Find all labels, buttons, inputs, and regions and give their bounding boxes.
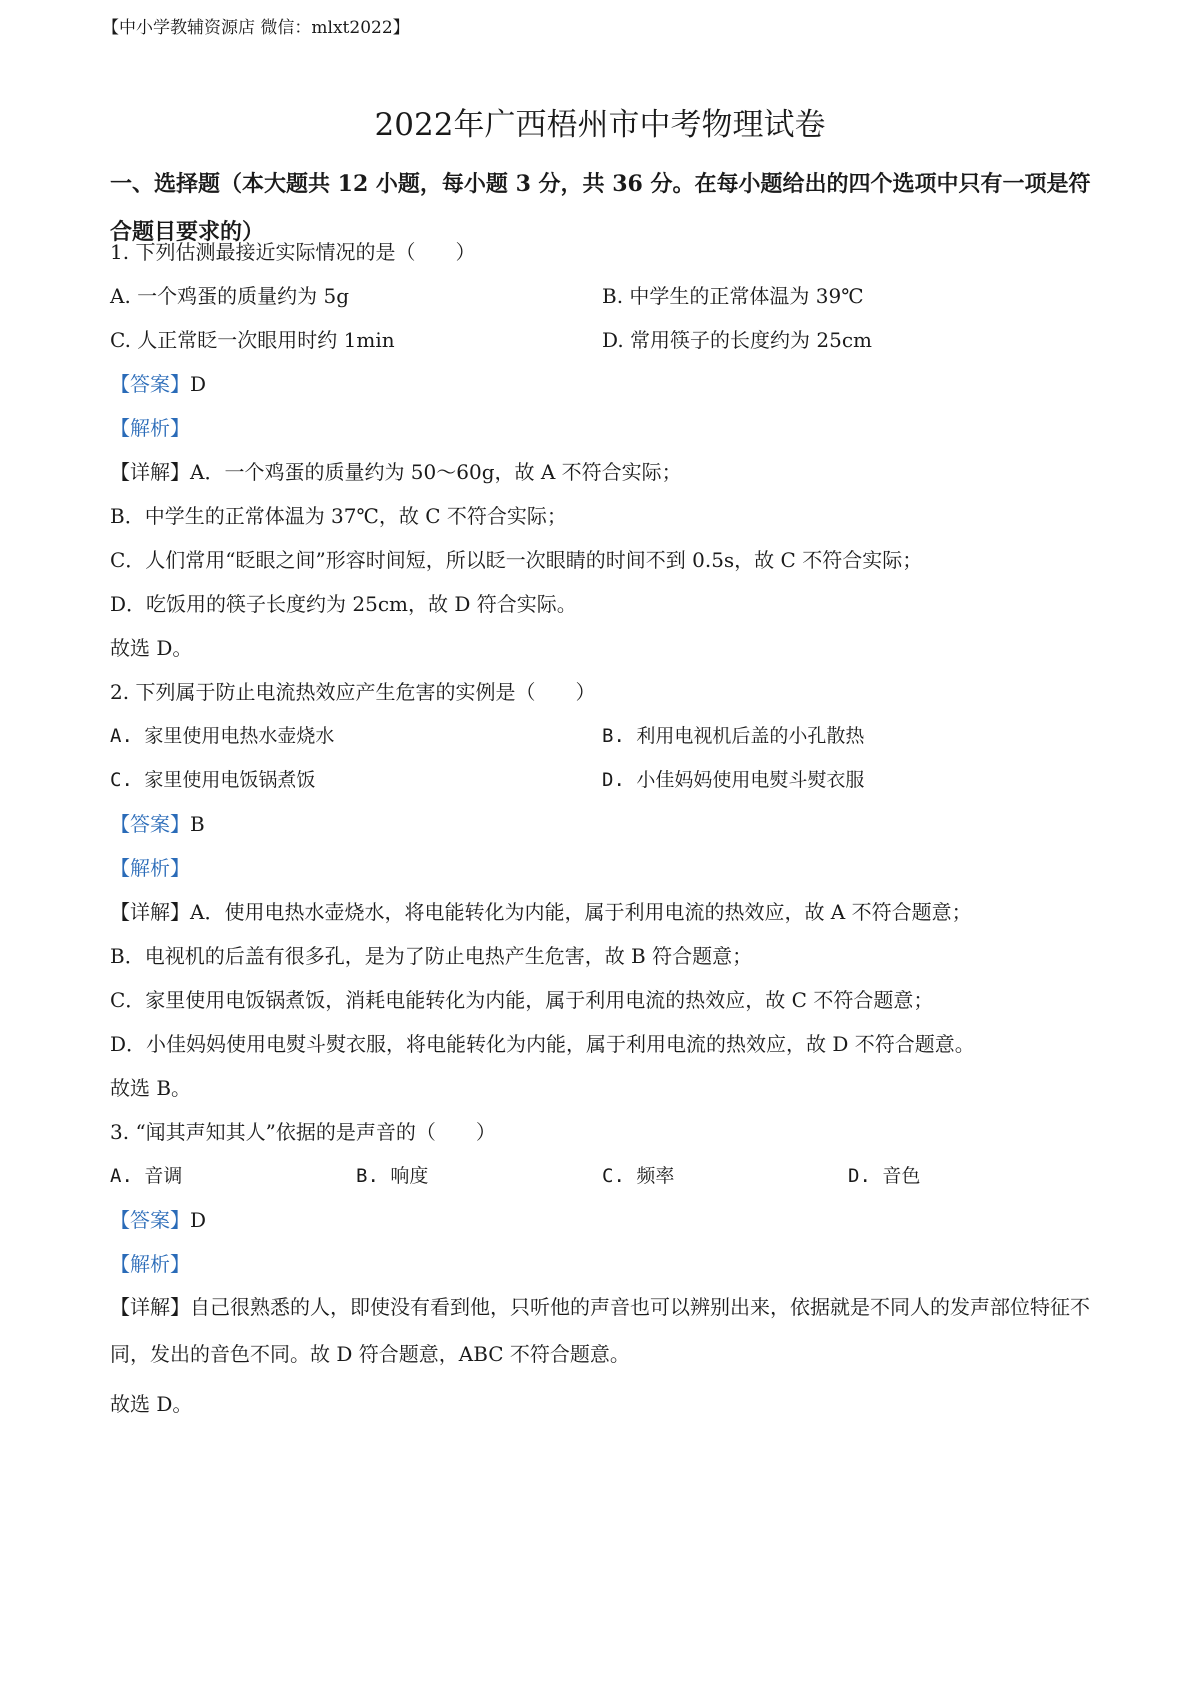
q3-detail: 【详解】自己很熟悉的人，即使没有看到他，只听他的声音也可以辨别出来，依据就是不同人的发声部位特征不同，发出的音色不同。故 D 符合题意，ABC 不符合题意。 bbox=[110, 1295, 1090, 1366]
analysis-tag: 【解析】 bbox=[110, 1252, 190, 1276]
q1-answer-value: D bbox=[190, 372, 207, 396]
q2-answer bbox=[110, 810, 205, 838]
q3-option-a: A. 音调 bbox=[110, 1165, 183, 1187]
question-2-stem: 2. 下列属于防止电流热效应产生危害的实例是（ ） bbox=[110, 680, 596, 704]
question-1-stem: 1. 下列估测最接近实际情况的是（ ） bbox=[110, 240, 476, 264]
q2-analysis bbox=[110, 854, 190, 882]
analysis-tag: 【解析】 bbox=[110, 856, 190, 880]
q3-answer bbox=[110, 1206, 206, 1234]
q2-detail-line-3: C．家里使用电饭锅煮饭，消耗电能转化为内能，属于利用电流的热效应，故 C 不符合题意； bbox=[110, 988, 934, 1012]
analysis-tag: 【解析】 bbox=[110, 416, 190, 440]
q3-option-d: D. 音色 bbox=[848, 1165, 921, 1187]
q3-option-b: B. 响度 bbox=[356, 1165, 429, 1187]
detail-tag: 【详解】 bbox=[110, 460, 190, 484]
q2-answer-value: B bbox=[190, 812, 205, 836]
q2-conclusion: 故选 B。 bbox=[110, 1076, 192, 1100]
q1-detail-line-1: 【详解】A．一个鸡蛋的质量约为 50～60g，故 A 不符合实际； bbox=[110, 460, 682, 484]
q1-conclusion: 故选 D。 bbox=[110, 636, 193, 660]
q1-option-c: C. 人正常眨一次眼用时约 1min bbox=[110, 328, 395, 352]
q3-option-c: C. 频率 bbox=[602, 1165, 675, 1187]
q1-detail-line-2: B．中学生的正常体温为 37℃，故 C 不符合实际； bbox=[110, 504, 567, 528]
q1-detail-line-3: C．人们常用“眨眼之间”形容时间短，所以眨一次眼睛的时间不到 0.5s，故 C 不符合实际； bbox=[110, 548, 923, 572]
q2-detail-line-1: 【详解】A．使用电热水壶烧水，将电能转化为内能，属于利用电流的热效应，故 A 不符合题意； bbox=[110, 900, 972, 924]
q3-analysis bbox=[110, 1250, 190, 1278]
q1-option-d: D. 常用筷子的长度约为 25cm bbox=[602, 328, 873, 352]
q2-detail-line-4: D．小佳妈妈使用电熨斗熨衣服，将电能转化为内能，属于利用电流的热效应，故 D 不符合题意。 bbox=[110, 1032, 975, 1056]
q1-answer bbox=[110, 370, 206, 398]
q2-option-d: D. 小佳妈妈使用电熨斗熨衣服 bbox=[602, 769, 865, 791]
question-3-stem: 3. “闻其声知其人”依据的是声音的（ ） bbox=[110, 1120, 496, 1144]
q1-analysis bbox=[110, 414, 190, 442]
q2-option-a: A. 家里使用电热水壶烧水 bbox=[110, 725, 335, 747]
q2-option-b: B. 利用电视机后盖的小孔散热 bbox=[602, 725, 865, 747]
header-note: 【中小学教辅资源店 微信：mlxt2022】 bbox=[102, 18, 410, 38]
answer-tag: 【答案】 bbox=[110, 1208, 190, 1232]
page-title: 2022年广西梧州市中考物理试卷 bbox=[374, 107, 826, 143]
answer-tag: 【答案】 bbox=[110, 372, 190, 396]
detail-tag: 【详解】 bbox=[110, 1295, 190, 1319]
q3-answer-value: D bbox=[190, 1208, 207, 1232]
q2-detail-line-2: B．电视机的后盖有很多孔，是为了防止电热产生危害，故 B 符合题意； bbox=[110, 944, 753, 968]
q1-detail-line-4: D．吃饭用的筷子长度约为 25cm，故 D 符合实际。 bbox=[110, 592, 577, 616]
q1-option-b: B. 中学生的正常体温为 39℃ bbox=[602, 284, 864, 308]
q3-conclusion: 故选 D。 bbox=[110, 1392, 193, 1416]
q1-option-a: A. 一个鸡蛋的质量约为 5g bbox=[110, 284, 350, 308]
q2-option-c: C. 家里使用电饭锅煮饭 bbox=[110, 769, 316, 791]
answer-tag: 【答案】 bbox=[110, 812, 190, 836]
detail-tag: 【详解】 bbox=[110, 900, 190, 924]
section-heading: 一、选择题（本大题共 12 小题，每小题 3 分，共 36 分。在每小题给出的四个选项中只有一项是符合题目要求的） bbox=[110, 171, 1091, 245]
